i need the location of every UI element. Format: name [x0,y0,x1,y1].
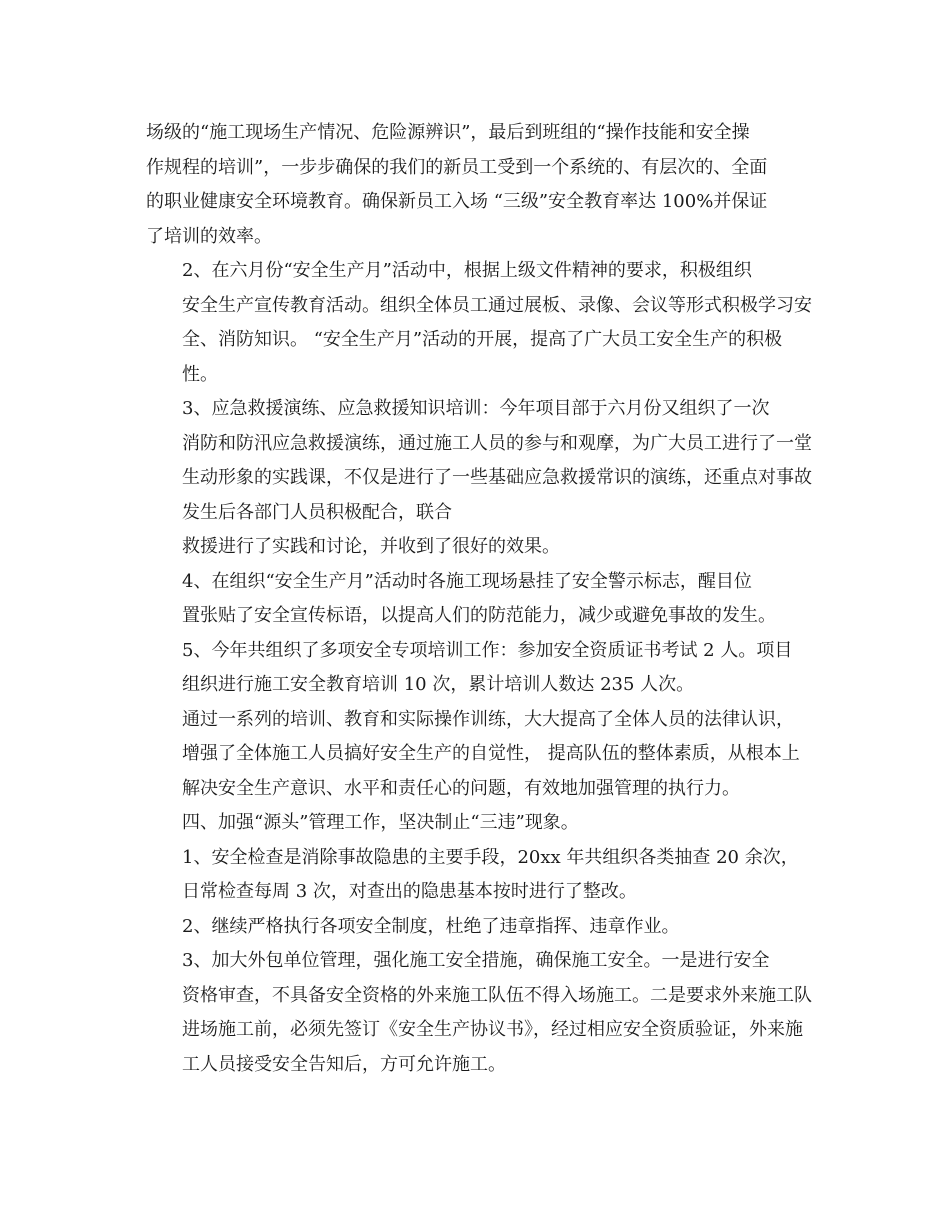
text-line: 安全生产宣传教育活动。组织全体员工通过展板、录像、会议等形式积极学习安 [182,294,812,316]
text-line: 资格审查，不具备安全资格的外来施工队伍不得入场施工。二是要求外来施工队 [182,984,812,1006]
paragraph [146,944,810,1082]
text-line: 四、加强“源头”管理工作，坚决制止“三违”现象。 [182,812,579,833]
paragraph [146,530,810,565]
text-line: 日常检查每周 3 次，对查出的隐患基本按时进行了整改。 [182,881,637,902]
document-body [146,116,810,1082]
text-line: 工人员接受安全告知后，方可允许施工。 [182,1053,506,1075]
text-line: 4、在组织“安全生产月”活动时各施工现场悬挂了安全警示标志，醒目位 [182,570,752,592]
paragraph [146,565,810,634]
text-line: 作规程的培训”，一步步确保的我们的新员工受到一个系统的、有层次的、全面 [146,156,768,178]
text-line: 救援进行了实践和讨论，并收到了很好的效果。 [182,536,560,557]
text-line: 生动形象的实践课，不仅是进行了一些基础应急救援常识的演练，还重点对事故 [182,467,812,488]
text-line: 发生后各部门人员积极配合，联合 [182,501,452,523]
text-line: 置张贴了安全宣传标语，以提高人们的防范能力，减少或避免事故的发生。 [182,605,776,626]
text-line: 组织进行施工安全教育培训 10 次，累计培训人数达 235 人次。 [182,674,695,695]
text-line: 性。 [182,363,218,385]
text-line: 的职业健康安全环境教育。确保新员工入场 “三级”安全教育率达 100%并保证 [146,191,768,212]
paragraph [146,634,810,703]
text-line: 全、消防知识。 “安全生产月”活动的开展，提高了广大员工安全生产的积极 [182,329,783,350]
text-line: 了培训的效率。 [146,225,272,247]
text-line: 场级的“施工现场生产情况、危险源辨识”，最后到班组的“操作技能和安全操 [146,122,750,143]
text-line: 进场施工前，必须先签订《安全生产协议书》，经过相应安全资质验证，外来施 [182,1019,803,1040]
text-line: 消防和防汛应急救援演练，通过施工人员的参与和观摩，为广大员工进行了一堂 [182,432,812,454]
text-line: 通过一系列的培训、教育和实际操作训练，大大提高了全体人员的法律认识， [182,708,794,730]
text-line: 1、安全检查是消除事故隐患的主要手段，20xx 年共组织各类抽查 20 余次， [182,846,799,868]
paragraph [146,116,810,254]
paragraph [146,841,810,910]
text-line: 3、应急救援演练、应急救援知识培训：今年项目部于六月份又组织了一次 [182,398,770,419]
text-line: 增强了全体施工人员搞好安全生产的自觉性， 提高队伍的整体素质，从根本上 [182,743,800,764]
paragraph [146,806,810,841]
text-line: 解决安全生产意识、水平和责任心的问题，有效地加强管理的执行力。 [182,777,740,799]
paragraph [146,392,810,530]
text-line: 2、在六月份“安全生产月”活动中，根据上级文件精神的要求，积极组织 [182,260,752,281]
paragraph [146,910,810,945]
text-line: 2、继续严格执行各项安全制度，杜绝了违章指挥、违章作业。 [182,915,680,937]
text-line: 5、今年共组织了多项安全专项培训工作：参加安全资质证书考试 2 人。项目 [182,639,793,661]
paragraph [146,703,810,807]
paragraph [146,254,810,392]
text-line: 3、加大外包单位管理，强化施工安全措施，确保施工安全。一是进行安全 [182,950,770,971]
